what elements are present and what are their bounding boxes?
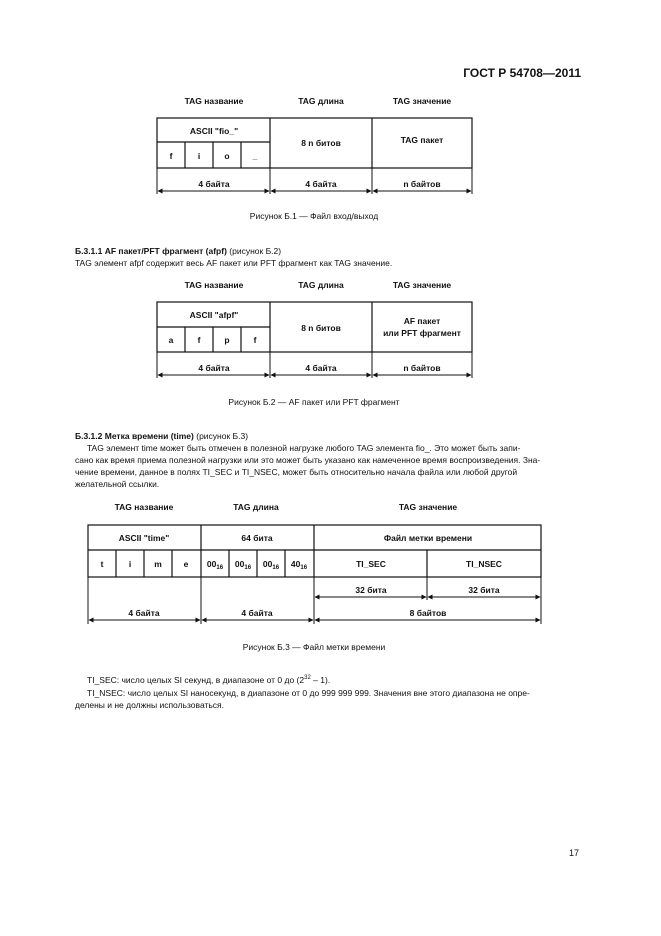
fig1-ascii-label: ASCII "fio_" [189,126,239,136]
fig3-length-byte: $00_{16}$ [206,559,224,571]
fig3-header-tag-name: TAG название [114,502,174,512]
figure-b3 [88,502,541,652]
fig3-ascii-label: ASCII "time" [118,533,170,543]
fig1-size: n байтов [403,179,441,189]
fig2-size: n байтов [403,363,441,373]
fig3-header-tag-value: TAG значение [398,502,458,512]
fig1-value-label: TAG пакет [400,135,444,145]
fig3-field-ti-sec: TI_SEC [356,559,386,569]
fig2-value-line2: или PFT фрагмент [383,328,461,338]
fig2-char: p [224,335,230,345]
figure-b1 [157,96,472,221]
fig3-char: e [183,559,189,569]
fig1-size: 4 байта [198,179,230,189]
page-number: 17 [568,848,579,858]
standard-number: ГОСТ Р 54708—2011 [463,66,581,80]
definition-ti-nsec-cont: делены и не должны использоваться. [75,700,225,710]
fig1-caption: Рисунок Б.1 — Файл вход/выход [249,211,379,221]
section-time-line: TAG элемент time может быть отмечен в полезной нагрузке любого TAG элемента fio_. Это может быть запи- [87,443,521,453]
fig2-caption: Рисунок Б.2 — AF пакет или PFT фрагмент [228,397,400,407]
fig3-caption: Рисунок Б.3 — Файл метки времени [242,642,386,652]
fig1-char: i [197,151,201,161]
fig3-field-ti-nsec: TI_NSEC [466,559,502,569]
fig2-size: 4 байта [305,363,337,373]
fig1-char: f [169,151,173,161]
fig3-length-byte: $00_{16}$ [234,559,252,571]
fig3-char: i [128,559,132,569]
fig1-header-tag-name: TAG название [184,96,244,106]
fig1-char: o [224,151,230,161]
fig3-header-tag-length: TAG длина [233,502,279,512]
definition-ti-nsec: TI_NSEC: число целых SI наносекунд, в диапазоне от 0 до 999 999 999. Значения вне этого диапазона не опре- [87,688,530,698]
fig3-size: 4 байта [241,608,273,618]
fig3-size: 8 байтов [409,608,447,618]
fig3-field-bits: 32 бита [355,585,387,595]
fig3-field-bits: 32 бита [468,585,500,595]
fig1-char: _ [252,151,258,161]
section-time-line: чение времени, данное в полях TI_SEC и TI_NSEC, может быть относительно начала файла или любой другой [75,467,518,477]
fig2-char: f [197,335,201,345]
fig1-header-tag-value: TAG значение [392,96,452,106]
fig3-value-label: Файл метки времени [383,533,473,543]
fig2-length-value: 8 n битов [301,323,341,333]
fig1-size: 4 байта [305,179,337,189]
fig3-length-label: 64 бита [241,533,273,543]
fig2-header-tag-name: TAG название [184,280,244,290]
section-afpf-heading: Б.3.1.1 AF пакет/PFT фрагмент (afpf) (рисунок Б.2) [75,246,282,256]
section-time-line: желательной ссылки. [75,479,160,489]
fig3-length-byte: $00_{16}$ [262,559,280,571]
fig1-header-tag-length: TAG длина [298,96,344,106]
fig2-char: a [168,335,174,345]
fig1-length-value: 8 n битов [301,138,341,148]
fig3-char: t [100,559,104,569]
fig2-size: 4 байта [198,363,230,373]
fig2-value-line1: AF пакет [403,316,441,326]
fig3-length-byte: $40_{16}$ [290,559,308,571]
fig3-char: m [154,559,162,569]
figure-b2 [157,280,472,407]
fig2-ascii-label: ASCII "afpf" [189,310,239,320]
definition-ti-sec: TI_SEC: число целых SI секунд, в диапазоне от 0 до $(2^{32} - 1)$. [87,675,331,685]
fig2-char: f [253,335,257,345]
fig2-header-tag-length: TAG длина [298,280,344,290]
section-afpf-text: TAG элемент afpf содержит весь AF пакет или PFT фрагмент как TAG значение. [75,258,393,268]
fig3-size: 4 байта [128,608,160,618]
section-time-heading: Б.3.1.2 Метка времени (time) (рисунок Б.3) [75,431,249,441]
section-time-line: сано как время приема полезной нагрузки или это может быть указано как намеченное время воспроизведения. Зна- [75,455,541,465]
fig2-header-tag-value: TAG значение [392,280,452,290]
